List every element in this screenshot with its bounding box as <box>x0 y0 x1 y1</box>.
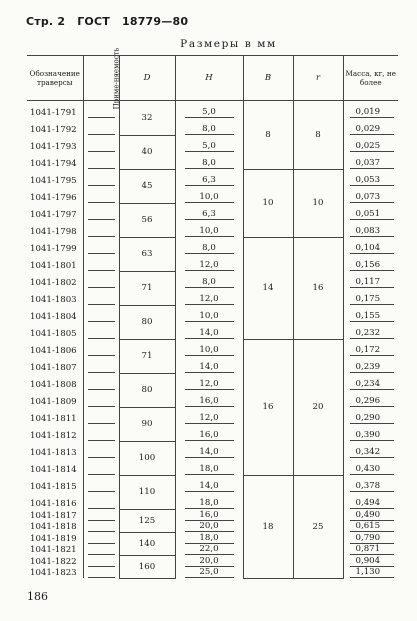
applicability-line <box>88 447 115 458</box>
applicability-line <box>88 481 115 492</box>
mass-value: 0,234 <box>350 379 395 390</box>
mass-cell <box>343 521 398 533</box>
d-cell: 71 <box>119 339 175 373</box>
applicability-cell <box>83 203 119 220</box>
h-value: 8,0 <box>185 158 234 169</box>
applicability-line <box>88 498 115 509</box>
table-row <box>27 288 398 305</box>
h-cell <box>175 567 243 579</box>
h-cell <box>175 509 243 521</box>
mass-value: 0,053 <box>350 175 395 186</box>
applicability-cell <box>83 407 119 424</box>
applicability-cell <box>83 305 119 322</box>
h-value: 14,0 <box>185 481 234 492</box>
r-cell: 25 <box>293 475 343 578</box>
mass-cell <box>343 339 398 356</box>
h-value: 20,0 <box>185 556 234 567</box>
mass-cell <box>343 271 398 288</box>
applicability-line <box>88 521 115 532</box>
designation-cell: 1041-1798 <box>30 227 77 237</box>
applicability-line <box>88 362 115 373</box>
d-cell: 80 <box>119 305 175 339</box>
mass-value: 0,073 <box>350 192 395 203</box>
col-applicability <box>83 47 120 110</box>
h-value: 10,0 <box>185 311 234 322</box>
h-cell <box>175 458 243 475</box>
applicability-line <box>88 379 115 390</box>
h-value: 14,0 <box>185 362 234 373</box>
r-cell: 20 <box>293 339 343 475</box>
table-row <box>27 356 398 373</box>
table-row <box>27 186 398 203</box>
page-label: Стр. 2 <box>26 15 66 28</box>
designation-cell: 1041-1806 <box>30 346 77 356</box>
mass-cell <box>343 220 398 237</box>
table-row <box>27 567 398 579</box>
r-cell: 8 <box>293 101 343 170</box>
mass-value: 0,615 <box>350 521 395 532</box>
col-applicability-label: Приме-няемость <box>111 47 120 110</box>
mass-value: 0,904 <box>350 556 395 567</box>
applicability-line <box>88 192 115 203</box>
h-value: 16,0 <box>185 510 234 521</box>
designation-cell: 1041-1812 <box>30 431 77 441</box>
mass-cell <box>343 305 398 322</box>
d-cell: 110 <box>119 475 175 509</box>
mass-cell <box>343 237 398 254</box>
mass-value: 0,290 <box>350 413 395 424</box>
r-cell: 16 <box>293 237 343 339</box>
table-row <box>27 169 398 186</box>
h-value: 12,0 <box>185 294 234 305</box>
applicability-cell <box>83 509 119 521</box>
designation-cell: 1041-1793 <box>30 142 77 152</box>
designation-cell: 1041-1819 <box>30 533 77 544</box>
h-cell <box>175 288 243 305</box>
mass-cell <box>343 458 398 475</box>
mass-cell <box>343 532 398 544</box>
table-row <box>27 220 398 237</box>
mass-value: 0,490 <box>350 510 395 521</box>
mass-value: 0,051 <box>350 209 395 220</box>
table-row <box>27 339 398 356</box>
col-designation: Обозначение траверсы <box>27 56 83 101</box>
table-row <box>27 305 398 322</box>
mass-value: 0,156 <box>350 260 395 271</box>
applicability-cell <box>83 220 119 237</box>
applicability-line <box>88 544 115 555</box>
applicability-cell <box>83 271 119 288</box>
h-value: 8,0 <box>185 277 234 288</box>
table-row <box>27 407 398 424</box>
table-row <box>27 458 398 475</box>
applicability-cell <box>83 169 119 186</box>
applicability-line <box>88 396 115 407</box>
applicability-cell <box>83 475 119 492</box>
h-value: 8,0 <box>185 124 234 135</box>
h-cell <box>175 356 243 373</box>
d-cell: 71 <box>119 271 175 305</box>
mass-value: 0,104 <box>350 243 395 254</box>
mass-cell <box>343 101 398 119</box>
h-cell <box>175 475 243 492</box>
mass-value: 0,390 <box>350 430 395 441</box>
h-cell <box>175 186 243 203</box>
mass-value: 0,494 <box>350 498 395 509</box>
designation-cell: 1041-1816 <box>30 499 77 509</box>
mass-value: 0,037 <box>350 158 395 169</box>
designation-cell: 1041-1801 <box>30 261 77 271</box>
applicability-cell <box>83 424 119 441</box>
table-header-row <box>27 56 398 101</box>
mass-cell <box>343 118 398 135</box>
table-row <box>27 152 398 169</box>
h-value: 22,0 <box>185 544 234 555</box>
designation-cell: 1041-1818 <box>30 522 77 532</box>
table-row <box>27 475 398 492</box>
h-cell <box>175 271 243 288</box>
mass-value: 0,019 <box>350 107 395 118</box>
designation-cell: 1041-1809 <box>30 397 77 407</box>
designation-cell: 1041-1811 <box>30 414 77 424</box>
applicability-cell <box>83 532 119 544</box>
h-value: 8,0 <box>185 243 234 254</box>
h-cell <box>175 373 243 390</box>
h-cell <box>175 555 243 567</box>
h-cell <box>175 203 243 220</box>
table-row <box>27 237 398 254</box>
mass-value: 0,025 <box>350 141 395 152</box>
h-value: 18,0 <box>185 498 234 509</box>
h-value: 16,0 <box>185 396 234 407</box>
applicability-cell <box>83 555 119 567</box>
applicability-line <box>88 510 115 521</box>
designation-cell: 1041-1794 <box>30 159 77 169</box>
designation-cell: 1041-1813 <box>30 448 77 458</box>
designation-cell: 1041-1799 <box>30 244 77 254</box>
standard-label: ГОСТ <box>77 15 110 28</box>
b-cell: 8 <box>243 101 293 170</box>
mass-cell <box>343 186 398 203</box>
mass-value: 0,155 <box>350 311 395 322</box>
applicability-cell <box>83 254 119 271</box>
mass-cell <box>343 169 398 186</box>
applicability-line <box>88 175 115 186</box>
h-value: 12,0 <box>185 413 234 424</box>
h-value: 14,0 <box>185 447 234 458</box>
col-b: B <box>243 56 293 101</box>
h-value: 10,0 <box>185 226 234 237</box>
page-header <box>26 15 196 28</box>
applicability-cell <box>83 544 119 556</box>
h-value: 5,0 <box>185 141 234 152</box>
h-value: 5,0 <box>185 107 234 118</box>
d-cell: 140 <box>119 532 175 555</box>
applicability-line <box>88 328 115 339</box>
h-cell <box>175 152 243 169</box>
mass-cell <box>343 356 398 373</box>
applicability-line <box>88 260 115 271</box>
d-cell: 63 <box>119 237 175 271</box>
table-row <box>27 390 398 407</box>
page-number: 186 <box>27 590 48 603</box>
h-cell <box>175 339 243 356</box>
applicability-line <box>88 158 115 169</box>
table-row <box>27 492 398 509</box>
mass-cell <box>343 135 398 152</box>
designation-cell: 1041-1805 <box>30 329 77 339</box>
mass-value: 0,029 <box>350 124 395 135</box>
applicability-cell <box>83 373 119 390</box>
mass-value: 0,239 <box>350 362 395 373</box>
d-cell: 100 <box>119 441 175 475</box>
table-row <box>27 532 398 544</box>
mass-cell <box>343 288 398 305</box>
mass-cell <box>343 407 398 424</box>
d-cell: 80 <box>119 373 175 407</box>
mass-cell <box>343 492 398 509</box>
designation-cell: 1041-1803 <box>30 295 77 305</box>
h-value: 14,0 <box>185 328 234 339</box>
applicability-cell <box>83 288 119 305</box>
applicability-line <box>88 311 115 322</box>
mass-value: 0,871 <box>350 544 395 555</box>
table-caption: Размеры в мм <box>180 38 277 50</box>
h-cell <box>175 544 243 556</box>
h-cell <box>175 521 243 533</box>
applicability-cell <box>83 135 119 152</box>
mass-cell <box>343 322 398 339</box>
designation-cell: 1041-1822 <box>30 556 77 567</box>
table-row <box>27 118 398 135</box>
table-row <box>27 441 398 458</box>
applicability-cell <box>83 339 119 356</box>
mass-cell <box>343 475 398 492</box>
applicability-cell <box>83 441 119 458</box>
h-cell <box>175 492 243 509</box>
d-cell: 160 <box>119 555 175 578</box>
d-cell: 45 <box>119 169 175 203</box>
applicability-line <box>88 124 115 135</box>
col-h: H <box>175 56 243 101</box>
mass-value: 0,117 <box>350 277 395 288</box>
mass-cell <box>343 152 398 169</box>
applicability-line <box>88 226 115 237</box>
table-row <box>27 322 398 339</box>
applicability-line <box>88 209 115 220</box>
b-cell: 10 <box>243 169 293 237</box>
h-cell <box>175 407 243 424</box>
mass-cell <box>343 424 398 441</box>
mass-cell <box>343 567 398 579</box>
table-row <box>27 135 398 152</box>
table-body <box>27 101 398 579</box>
mass-cell <box>343 509 398 521</box>
designation-cell: 1041-1791 <box>30 108 77 118</box>
table-row <box>27 424 398 441</box>
applicability-line <box>88 294 115 305</box>
mass-cell <box>343 390 398 407</box>
mass-value: 0,378 <box>350 481 395 492</box>
table-row <box>27 271 398 288</box>
h-cell <box>175 390 243 407</box>
d-cell: 90 <box>119 407 175 441</box>
designation-cell: 1041-1823 <box>30 568 77 578</box>
h-value: 12,0 <box>185 379 234 390</box>
mass-value: 0,790 <box>350 533 395 544</box>
mass-value: 0,175 <box>350 294 395 305</box>
applicability-line <box>88 413 115 424</box>
d-cell: 40 <box>119 135 175 169</box>
applicability-cell <box>83 322 119 339</box>
mass-value: 0,083 <box>350 226 395 237</box>
d-cell: 125 <box>119 509 175 532</box>
applicability-cell <box>83 492 119 509</box>
applicability-line <box>88 345 115 356</box>
applicability-cell <box>83 567 119 579</box>
mass-value: 0,172 <box>350 345 395 356</box>
dimensions-table <box>27 47 398 579</box>
designation-cell: 1041-1807 <box>30 363 77 373</box>
table-row <box>27 544 398 556</box>
applicability-line <box>88 556 115 567</box>
h-cell <box>175 441 243 458</box>
b-cell: 16 <box>243 339 293 475</box>
designation-cell: 1041-1792 <box>30 125 77 135</box>
mass-cell <box>343 555 398 567</box>
applicability-cell <box>83 118 119 135</box>
table-row <box>27 509 398 521</box>
h-value: 6,3 <box>185 209 234 220</box>
table-row <box>27 521 398 533</box>
designation-cell: 1041-1814 <box>30 465 77 475</box>
r-cell: 10 <box>293 169 343 237</box>
h-cell <box>175 322 243 339</box>
designation-cell: 1041-1802 <box>30 278 77 288</box>
mass-value: 0,296 <box>350 396 395 407</box>
table-row <box>27 555 398 567</box>
h-cell <box>175 254 243 271</box>
h-cell <box>175 305 243 322</box>
table-row <box>27 373 398 390</box>
b-cell: 18 <box>243 475 293 578</box>
applicability-cell <box>83 458 119 475</box>
h-value: 6,3 <box>185 175 234 186</box>
applicability-cell <box>83 237 119 254</box>
h-value: 20,0 <box>185 521 234 532</box>
col-r: r <box>293 56 343 101</box>
mass-value: 1,130 <box>350 567 395 578</box>
col-mass: Масса, кг, не более <box>343 56 398 101</box>
designation-cell: 1041-1821 <box>30 545 77 555</box>
applicability-cell <box>83 390 119 407</box>
applicability-line <box>88 243 115 254</box>
h-cell <box>175 424 243 441</box>
h-value: 12,0 <box>185 260 234 271</box>
applicability-cell <box>83 521 119 533</box>
h-value: 18,0 <box>185 533 234 544</box>
mass-value: 0,430 <box>350 464 395 475</box>
h-cell <box>175 118 243 135</box>
h-cell <box>175 532 243 544</box>
applicability-cell <box>83 152 119 169</box>
d-cell: 32 <box>119 101 175 136</box>
applicability-line <box>88 107 115 118</box>
mass-cell <box>343 441 398 458</box>
applicability-line <box>88 141 115 152</box>
designation-cell: 1041-1808 <box>30 380 77 390</box>
h-cell <box>175 169 243 186</box>
mass-cell <box>343 544 398 556</box>
h-cell <box>175 237 243 254</box>
designation-cell: 1041-1795 <box>30 176 77 186</box>
table-row <box>27 203 398 220</box>
h-value: 10,0 <box>185 345 234 356</box>
applicability-line <box>88 430 115 441</box>
mass-cell <box>343 254 398 271</box>
h-cell <box>175 220 243 237</box>
standard-number: 18779—80 <box>122 15 189 28</box>
h-value: 16,0 <box>185 430 234 441</box>
designation-cell: 1041-1796 <box>30 193 77 203</box>
d-cell: 56 <box>119 203 175 237</box>
mass-value: 0,232 <box>350 328 395 339</box>
applicability-line <box>88 567 115 578</box>
table-row <box>27 254 398 271</box>
applicability-cell <box>83 186 119 203</box>
designation-cell: 1041-1797 <box>30 210 77 220</box>
mass-cell <box>343 203 398 220</box>
b-cell: 14 <box>243 237 293 339</box>
h-value: 25,0 <box>185 567 234 578</box>
applicability-line <box>88 277 115 288</box>
h-cell <box>175 135 243 152</box>
designation-cell: 1041-1815 <box>30 482 77 492</box>
applicability-cell <box>83 356 119 373</box>
designation-cell: 1041-1817 <box>30 510 77 521</box>
h-value: 18,0 <box>185 464 234 475</box>
applicability-line <box>88 464 115 475</box>
col-d: D <box>119 56 175 101</box>
designation-cell: 1041-1804 <box>30 312 77 322</box>
h-cell <box>175 101 243 119</box>
table-row <box>27 101 398 119</box>
mass-cell <box>343 373 398 390</box>
h-value: 10,0 <box>185 192 234 203</box>
mass-value: 0,342 <box>350 447 395 458</box>
applicability-line <box>88 533 115 544</box>
